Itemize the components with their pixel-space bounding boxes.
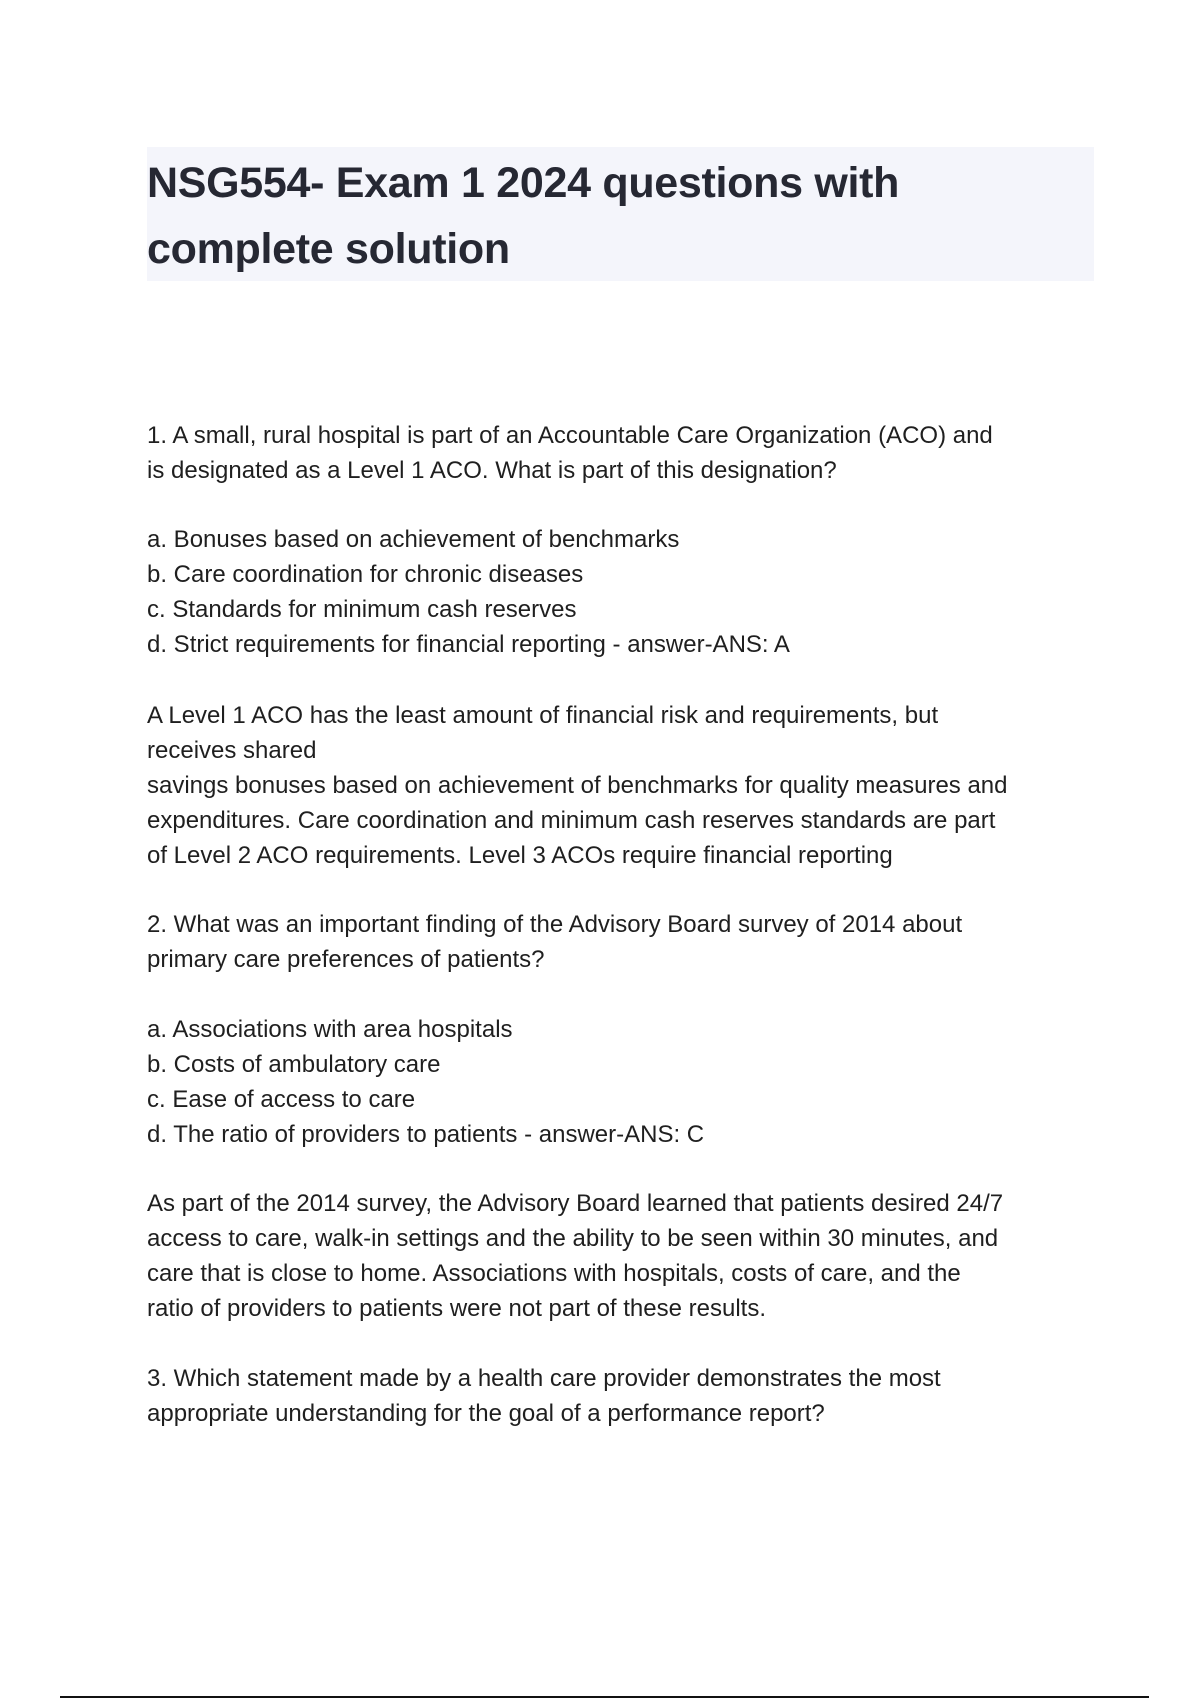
option-a: a. Associations with area hospitals — [147, 1016, 513, 1043]
explanation-line: care that is close to home. Associations with hospitals, costs of care, and the — [147, 1260, 961, 1287]
option-c: c. Ease of access to care — [147, 1086, 416, 1113]
question-2-explanation — [147, 1186, 1003, 1326]
question-2-options — [147, 1012, 704, 1152]
option-c: c. Standards for minimum cash reserves — [147, 596, 577, 623]
question-2 — [147, 907, 962, 977]
question-1-options — [147, 522, 790, 662]
explanation-line: access to care, walk-in settings and the ability to be seen within 30 minutes, and — [147, 1225, 999, 1252]
option-d-answer: d. The ratio of providers to patients - answer-ANS: C — [147, 1121, 705, 1148]
document-title — [147, 150, 899, 282]
explanation-line: expenditures. Care coordination and minimum cash reserves standards are part — [147, 807, 996, 834]
question-line: 2. What was an important finding of the Advisory Board survey of 2014 about — [147, 911, 963, 938]
explanation-line: As part of the 2014 survey, the Advisory Board learned that patients desired 24/7 — [147, 1190, 1004, 1217]
question-1 — [147, 418, 993, 488]
title-line: NSG554- Exam 1 2024 questions with — [147, 159, 900, 207]
question-line: 3. Which statement made by a health care provider demonstrates the most — [147, 1365, 941, 1392]
question-line: primary care preferences of patients? — [147, 946, 545, 973]
question-1-explanation — [147, 698, 1008, 873]
explanation-line: savings bonuses based on achievement of benchmarks for quality measures and — [147, 772, 1008, 799]
title-line: complete solution — [147, 225, 510, 273]
option-b: b. Costs of ambulatory care — [147, 1051, 441, 1078]
explanation-line: of Level 2 ACO requirements. Level 3 ACOs require financial reporting — [147, 842, 893, 869]
explanation-line: ratio of providers to patients were not part of these results. — [147, 1295, 766, 1322]
option-d-answer: d. Strict requirements for financial reporting - answer-ANS: A — [147, 631, 790, 658]
question-line: is designated as a Level 1 ACO. What is part of this designation? — [147, 457, 837, 484]
footer-divider — [60, 1696, 1149, 1698]
question-3 — [147, 1361, 941, 1431]
question-line: appropriate understanding for the goal of a performance report? — [147, 1400, 825, 1427]
question-line: 1. A small, rural hospital is part of an Accountable Care Organization (ACO) and — [147, 422, 993, 449]
option-b: b. Care coordination for chronic diseases — [147, 561, 584, 588]
option-a: a. Bonuses based on achievement of benchmarks — [147, 526, 680, 553]
explanation-line: A Level 1 ACO has the least amount of financial risk and requirements, but — [147, 702, 939, 729]
explanation-line: receives shared — [147, 737, 317, 764]
